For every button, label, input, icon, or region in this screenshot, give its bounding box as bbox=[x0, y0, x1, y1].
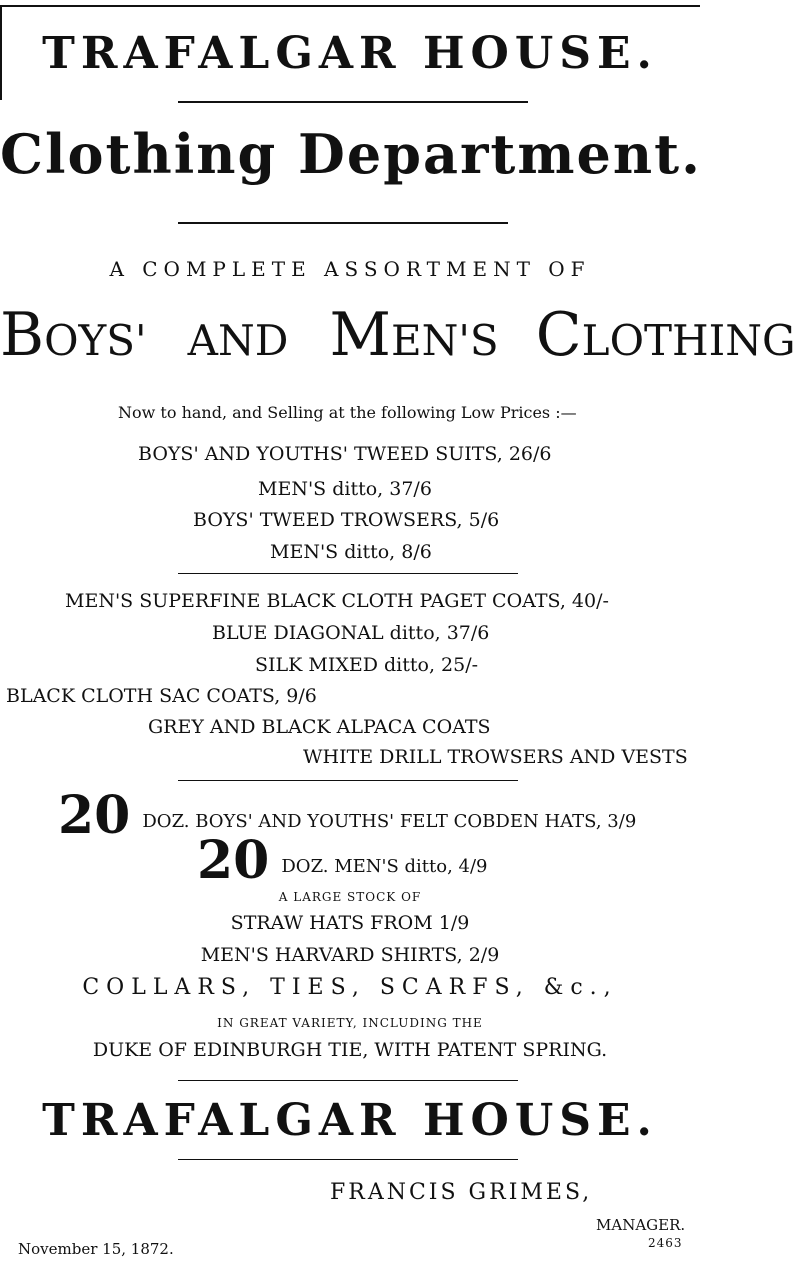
price-line: BLUE DIAGONAL ditto, 37/6 bbox=[212, 622, 490, 644]
divider-rule bbox=[178, 222, 508, 224]
headline-initial: B bbox=[0, 300, 45, 370]
headline-word: LOTHING bbox=[581, 316, 796, 365]
department-title: Clothing Department. bbox=[0, 122, 702, 186]
price-line: MEN'S ditto, 8/6 bbox=[270, 541, 432, 563]
large-stock-line: A LARGE STOCK OF bbox=[278, 890, 422, 904]
quantity-number: 20 bbox=[197, 830, 270, 891]
price-line: GREY AND BLACK ALPACA COATS bbox=[148, 716, 491, 738]
divider-rule bbox=[178, 573, 518, 574]
price-line: MEN'S SUPERFINE BLACK CLOTH PAGET COATS, 40/- bbox=[65, 590, 609, 612]
price-line: BLACK CLOTH SAC COATS, 9/6 bbox=[6, 685, 317, 707]
collars-line: COLLARS, TIES, SCARFS, &c., bbox=[82, 975, 618, 1000]
hats-description: DOZ. BOYS' AND YOUTHS' FELT COBDEN HATS, 3/9 bbox=[142, 811, 637, 832]
issue-date: November 15, 1872. bbox=[18, 1240, 174, 1258]
headline-word: OYS' bbox=[44, 316, 147, 365]
price-line: WHITE DRILL TROWSERS AND VESTS bbox=[303, 746, 688, 768]
prices-intro: Now to hand, and Selling at the following Low Prices :— bbox=[118, 403, 577, 422]
duke-tie-line: DUKE OF EDINBURGH TIE, WITH PATENT SPRING. bbox=[92, 1039, 608, 1061]
price-line: MEN'S ditto, 37/6 bbox=[258, 478, 432, 500]
hats-description: DOZ. MEN'S ditto, 4/9 bbox=[281, 856, 488, 877]
divider-rule bbox=[178, 1080, 518, 1081]
headline-word: AND bbox=[187, 316, 289, 365]
assortment-line: A COMPLETE ASSORTMENT OF bbox=[109, 257, 591, 281]
divider-rule bbox=[178, 780, 518, 781]
headline-initial: C bbox=[535, 300, 582, 370]
variety-line: IN GREAT VARIETY, INCLUDING THE bbox=[217, 1016, 483, 1030]
quantity-number: 20 bbox=[58, 785, 131, 846]
shirts-line: MEN'S HARVARD SHIRTS, 2/9 bbox=[200, 944, 500, 966]
footer-house-title: TRAFALGAR HOUSE. bbox=[42, 1095, 658, 1146]
price-line: BOYS' AND YOUTHS' TWEED SUITS, 26/6 bbox=[138, 443, 552, 465]
headline-initial: M bbox=[329, 300, 391, 370]
manager-name: FRANCIS GRIMES, bbox=[330, 1180, 593, 1205]
price-line: BOYS' TWEED TROWSERS, 5/6 bbox=[193, 509, 500, 531]
header-house-title: TRAFALGAR HOUSE. bbox=[42, 28, 658, 79]
price-line: SILK MIXED ditto, 25/- bbox=[255, 654, 479, 676]
clothing-headline bbox=[0, 300, 796, 370]
divider-rule bbox=[178, 1159, 518, 1160]
hats-line bbox=[197, 830, 488, 891]
divider-rule bbox=[178, 101, 528, 103]
manager-title: MANAGER. bbox=[596, 1216, 686, 1234]
reference-number: 2463 bbox=[648, 1236, 683, 1250]
headline-word: EN'S bbox=[390, 316, 499, 365]
straw-hats-line: STRAW HATS FROM 1/9 bbox=[230, 912, 470, 934]
top-border-rule bbox=[0, 5, 700, 7]
